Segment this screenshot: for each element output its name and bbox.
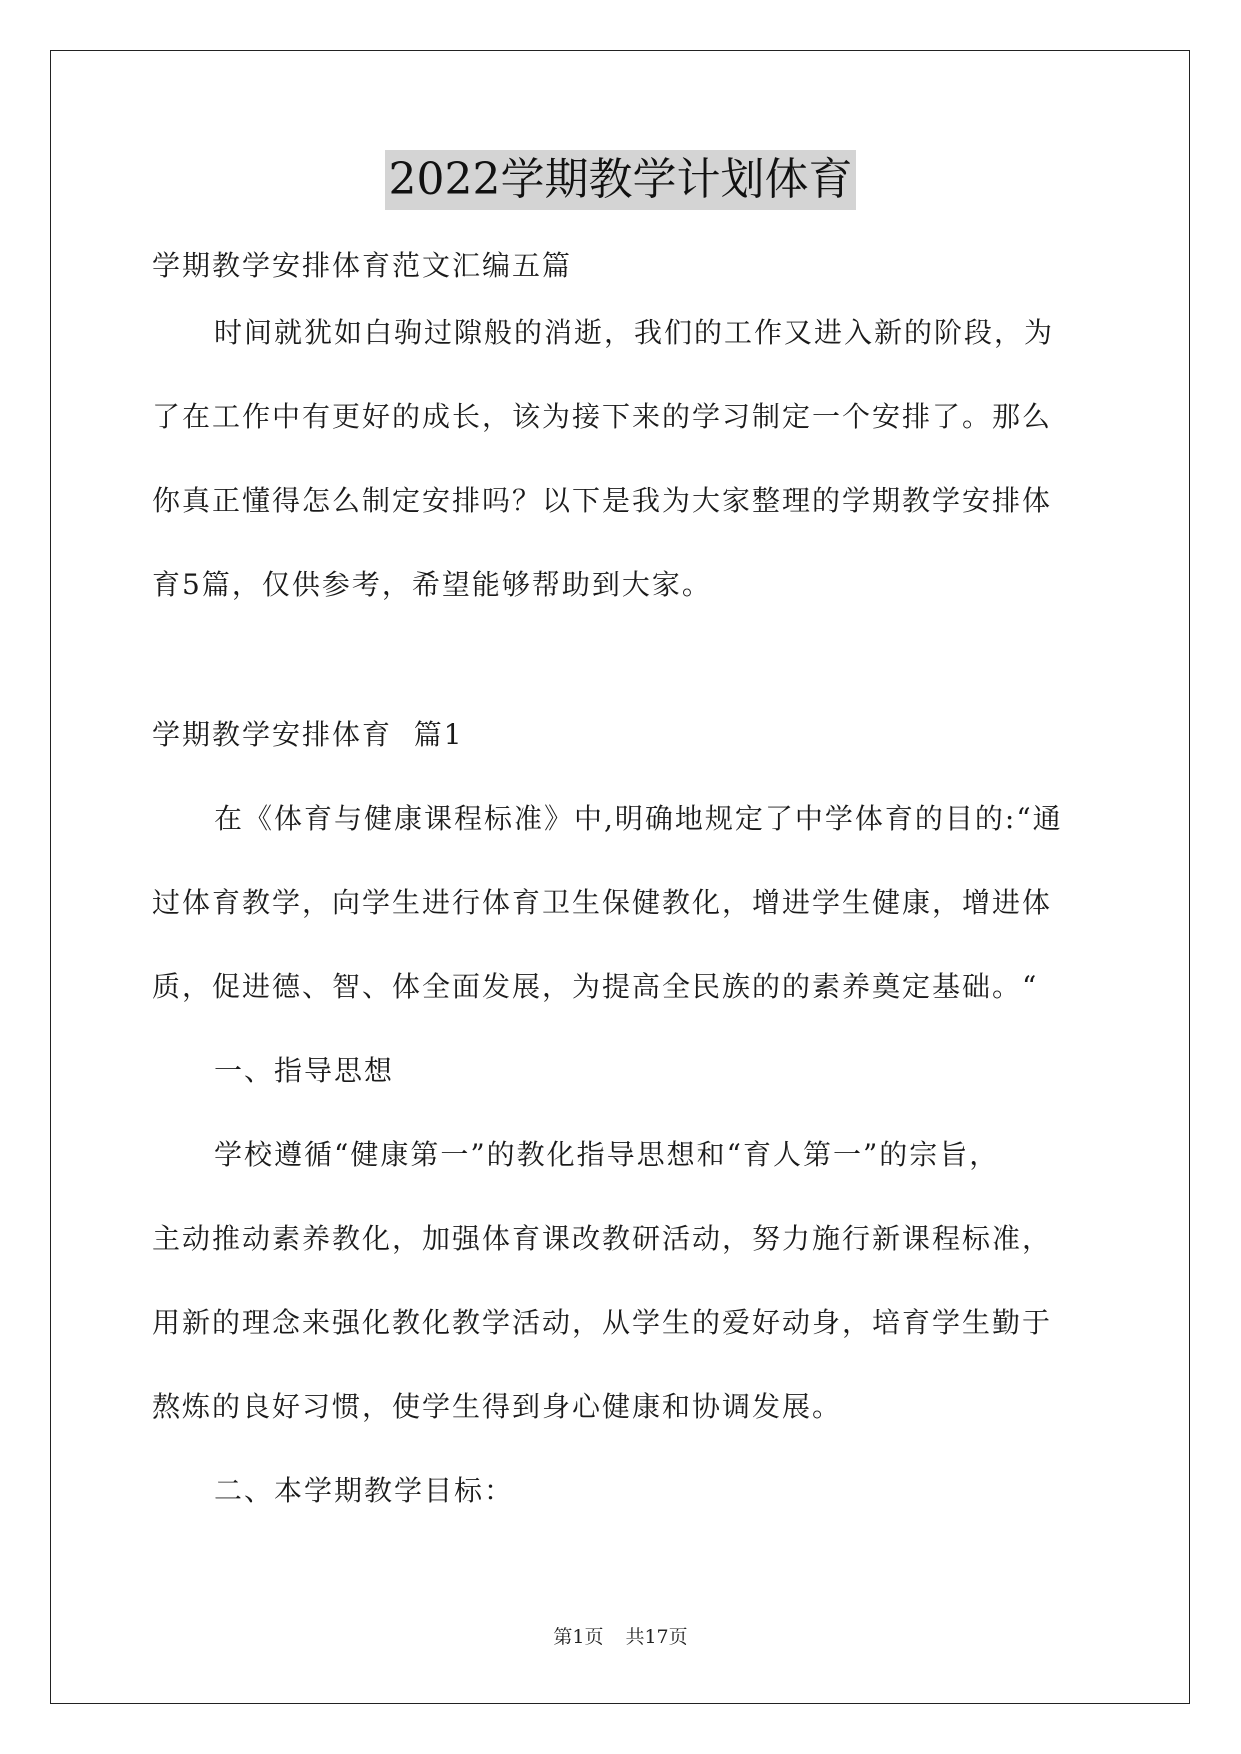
page-number-current: 第1页: [553, 1626, 604, 1648]
heading-teaching-goals: 二、本学期教学目标：: [214, 1474, 515, 1507]
para2-line-1: 学校遵循“健康第一”的教化指导思想和“育人第一”的宗旨，: [214, 1138, 1000, 1171]
page-number-total: 共17页: [625, 1626, 688, 1648]
title-container: [0, 150, 1241, 210]
para1-line-2: 过体育教学，向学生进行体育卫生保健教化，增进学生健康，增进体: [152, 886, 1053, 919]
document-title: 2022学期教学计划体育: [385, 150, 857, 210]
para2-line-2: 主动推动素养教化，加强体育课改教研活动，努力施行新课程标准，: [152, 1222, 1053, 1255]
intro-line-1: 时间就犹如白驹过隙般的消逝，我们的工作又进入新的阶段，为: [214, 316, 1055, 349]
intro-line-4: 育5篇，仅供参考，希望能够帮助到大家。: [152, 568, 712, 601]
para2-line-4: 熬炼的良好习惯，使学生得到身心健康和协调发展。: [152, 1390, 843, 1423]
document-subtitle: 学期教学安排体育范文汇编五篇: [152, 249, 573, 282]
paragraph-gap: [152, 627, 1092, 693]
para1-line-3: 质，促进德、智、体全面发展，为提高全民族的的素养奠定基础。“: [152, 970, 1039, 1003]
intro-line-3: 你真正懂得怎么制定安排吗？以下是我为大家整理的学期教学安排体: [152, 484, 1053, 517]
para2-line-3: 用新的理念来强化教化教学活动，从学生的爱好动身，培育学生勤于: [152, 1306, 1053, 1339]
document-body: [152, 232, 1092, 1533]
intro-line-2: 了在工作中有更好的成长，该为接下来的学习制定一个安排了。那么: [152, 400, 1053, 433]
page-footer: [0, 1622, 1241, 1649]
section-heading: 学期教学安排体育 篇1: [152, 718, 464, 751]
heading-guiding-thought: 一、指导思想: [214, 1054, 395, 1087]
para1-line-1: 在《体育与健康课程标准》中,明确地规定了中学体育的目的:“通: [214, 802, 1063, 835]
